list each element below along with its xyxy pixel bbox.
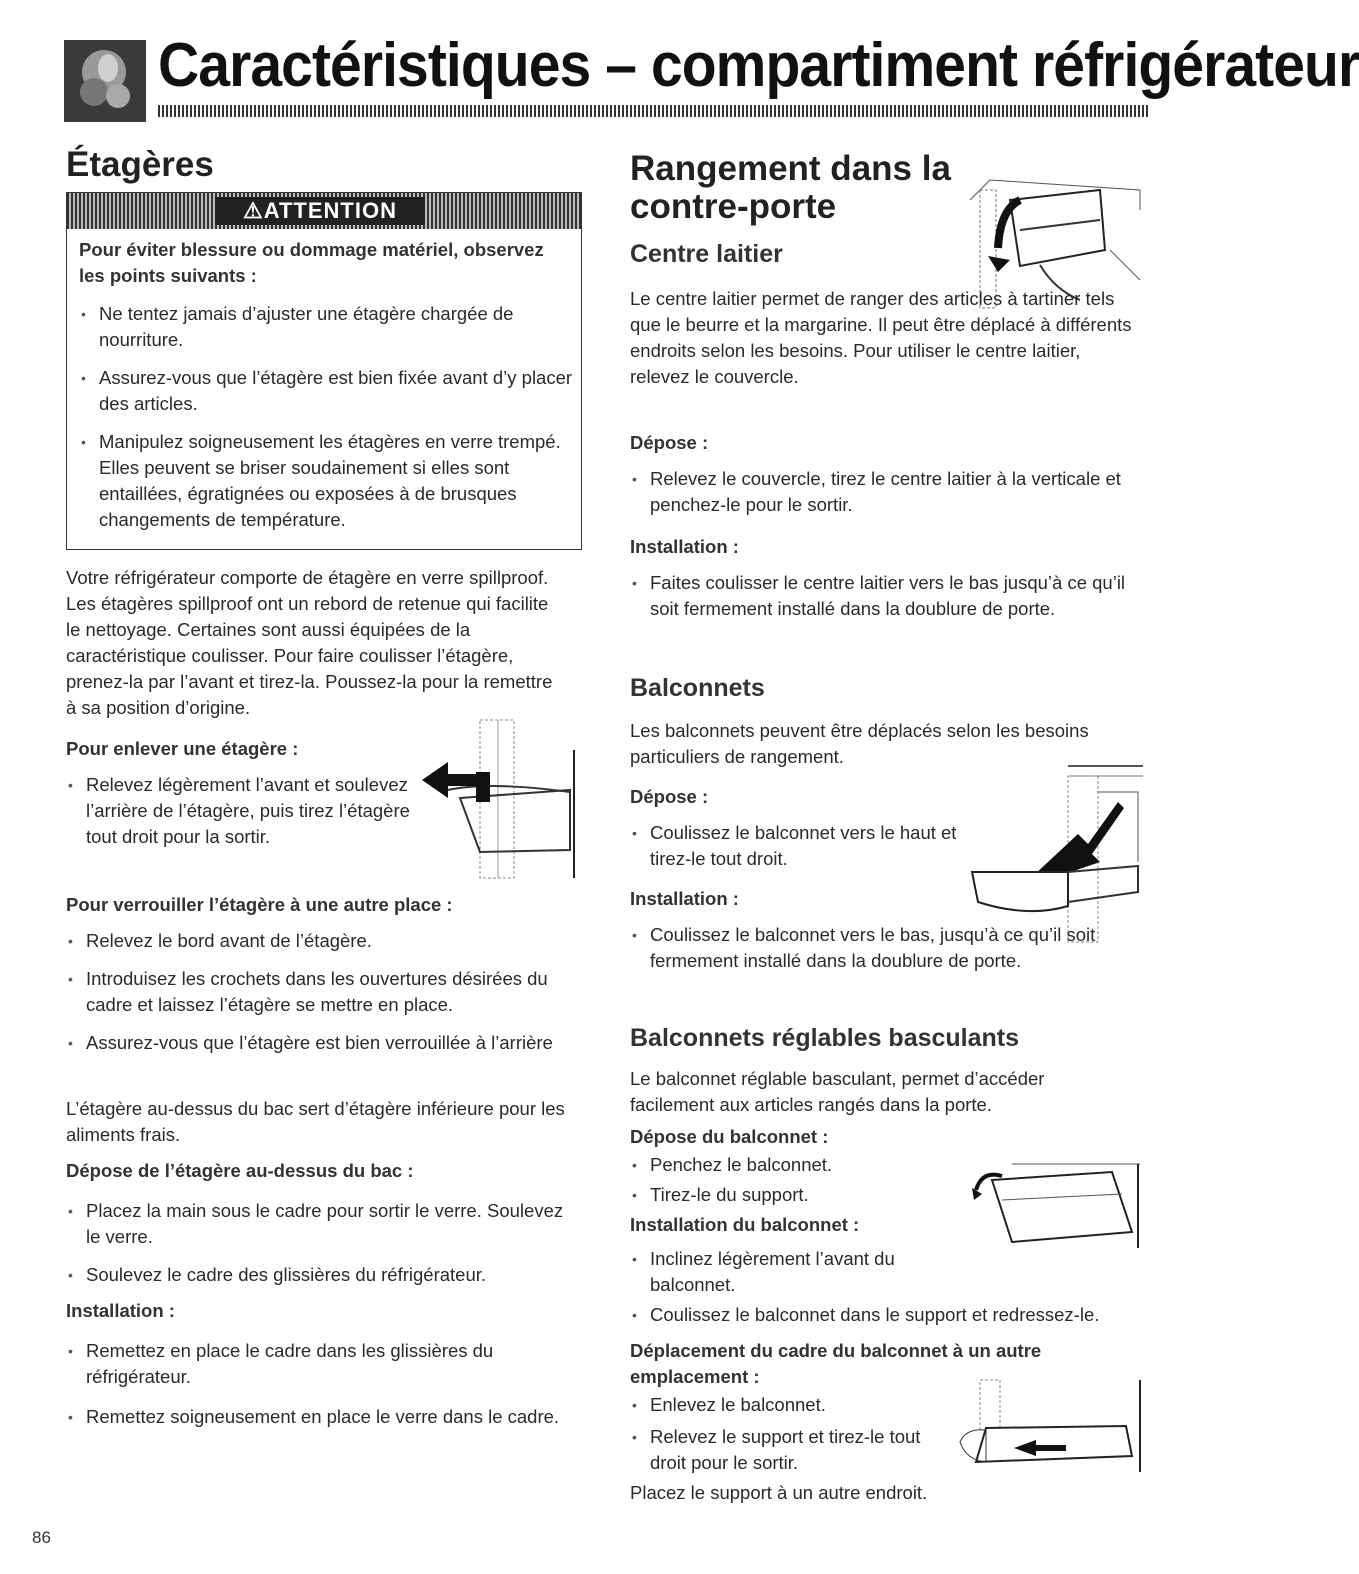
tilting-move-step: • Relevez le support et tirez-le tout droit pour le sortir. bbox=[630, 1424, 940, 1476]
lock-shelf-label: Pour verrouiller l’étagère à une autre place : bbox=[66, 894, 453, 915]
remove-shelf-label: Pour enlever une étagère : bbox=[66, 738, 299, 759]
balconnets-depose-step: • Coulissez le balconnet vers le haut et tirez-le tout droit. bbox=[630, 820, 1000, 872]
attention-item: • Ne tentez jamais d’ajuster une étagère chargée de nourriture. bbox=[79, 301, 579, 353]
tilting-balconnets-title: Balconnets réglables basculants bbox=[630, 1024, 1020, 1052]
attention-box bbox=[66, 192, 582, 550]
page-number: 86 bbox=[32, 1528, 51, 1547]
lower-shelf-text: L’étagère au-dessus du bac sert d’étagère inférieure pour les aliments frais. bbox=[66, 1098, 565, 1145]
tilting-move-step: • Enlevez le balconnet. bbox=[630, 1392, 970, 1418]
dairy-center-text: Le centre laitier permet de ranger des articles à tartiner tels que le beurre et la margarine. Il peut être déplacé à différents endroits selon les besoins. Pour utiliser le centre laitier, relevez le couvercle. bbox=[630, 288, 1132, 387]
dairy-depose-label: Dépose : bbox=[630, 432, 709, 453]
tilting-move-after: Placez le support à un autre endroit. bbox=[630, 1482, 928, 1503]
tilting-balconnet-illustration bbox=[972, 1160, 1144, 1250]
attention-label: ⚠ATTENTION bbox=[215, 197, 425, 225]
shelves-intro: Votre réfrigérateur comporte de étagère en verre spillproof. Les étagères spillproof ont un rebord de retenue qui facilite le nettoyage. Certaines sont aussi équipées de la caractéristique coulisser. Pour faire coulisser l’étagère, prenez-la par l’avant et tirez-la. Poussez-la pour la remettre à sa position d’origine. bbox=[66, 567, 553, 718]
install-shelf-step: • Remettez soigneusement en place le verre dans le cadre. bbox=[66, 1404, 566, 1430]
balconnets-depose-label: Dépose : bbox=[630, 786, 709, 807]
door-storage-heading: Rangement dans la contre-porte bbox=[630, 149, 951, 226]
balconnets-install-label: Installation : bbox=[630, 888, 739, 909]
depose-shelf-step: • Soulevez le cadre des glissières du réfrigérateur. bbox=[66, 1262, 566, 1288]
tilting-move-label: Déplacement du cadre du balconnet à un autre emplacement : bbox=[630, 1340, 1042, 1387]
dairy-install-label: Installation : bbox=[630, 536, 739, 557]
shelves-heading: Étagères bbox=[66, 145, 214, 184]
tilting-depose-step: • Penchez le balconnet. bbox=[630, 1152, 970, 1178]
attention-item: • Manipulez soigneusement les étagères en verre trempé. Elles peuvent se briser soudainement si elles sont entaillées, égratignées ou exposées à de brusques changements de température. bbox=[79, 429, 579, 533]
shelf-removal-illustration bbox=[420, 720, 585, 880]
header-rule bbox=[158, 105, 1148, 117]
remove-shelf-step: • Relevez légèrement l’avant et soulevez l’arrière de l’étagère, puis tirez l’étagère tout droit pour la sortir. bbox=[66, 772, 411, 850]
attention-item: • Assurez-vous que l’étagère est bien fixée avant d’y placer des articles. bbox=[79, 365, 579, 417]
attention-bar bbox=[67, 193, 581, 229]
balconnets-title: Balconnets bbox=[630, 674, 765, 702]
tilting-install-step: • Coulissez le balconnet dans le support et redressez-le. bbox=[630, 1302, 1170, 1328]
install-shelf-step: • Remettez en place le cadre dans les glissières du réfrigérateur. bbox=[66, 1338, 566, 1390]
balconnets-install-step: • Coulissez le balconnet vers le bas, jusqu’à ce qu’il soit fermement installé dans la doublure de porte. bbox=[630, 922, 1150, 974]
balconnets-text: Les balconnets peuvent être déplacés selon les besoins particuliers de rangement. bbox=[630, 720, 1089, 767]
balconnet-illustration bbox=[968, 762, 1148, 942]
warning-icon: ⚠ bbox=[243, 198, 264, 223]
tilting-balconnets-text: Le balconnet réglable basculant, permet d’accéder facilement aux articles rangés dans la porte. bbox=[630, 1068, 1045, 1115]
depose-shelf-label: Dépose de l’étagère au-dessus du bac : bbox=[66, 1160, 414, 1181]
lock-shelf-step: • Assurez-vous que l’étagère est bien verrouillée à l’arrière bbox=[66, 1030, 561, 1056]
fridge-section-icon bbox=[64, 40, 146, 122]
tilting-depose-step: • Tirez-le du support. bbox=[630, 1182, 970, 1208]
attention-intro: Pour éviter blessure ou dommage matériel, observez les points suivants : bbox=[79, 239, 544, 286]
tilting-install-label: Installation du balconnet : bbox=[630, 1214, 860, 1235]
page-title: Caractéristiques – compartiment réfrigérateur bbox=[158, 31, 1359, 100]
dairy-install-step: • Faites coulisser le centre laitier vers le bas jusqu’à ce qu’il soit fermement installé dans la doublure de porte. bbox=[630, 570, 1155, 622]
tilting-depose-label: Dépose du balconnet : bbox=[630, 1126, 829, 1147]
lock-shelf-step: • Relevez le bord avant de l’étagère. bbox=[66, 928, 586, 954]
dairy-depose-step: • Relevez le couvercle, tirez le centre laitier à la verticale et penchez-le pour le sortir. bbox=[630, 466, 1130, 518]
dairy-center-title: Centre laitier bbox=[630, 240, 783, 268]
balconnet-support-illustration bbox=[956, 1376, 1146, 1476]
depose-shelf-step: • Placez la main sous le cadre pour sortir le verre. Soulevez le verre. bbox=[66, 1198, 566, 1250]
lock-shelf-step: • Introduisez les crochets dans les ouvertures désirées du cadre et laissez l’étagère se mettre en place. bbox=[66, 966, 586, 1018]
install-shelf-label: Installation : bbox=[66, 1300, 175, 1321]
tilting-install-step: • Inclinez légèrement l’avant du balconnet. bbox=[630, 1246, 970, 1298]
